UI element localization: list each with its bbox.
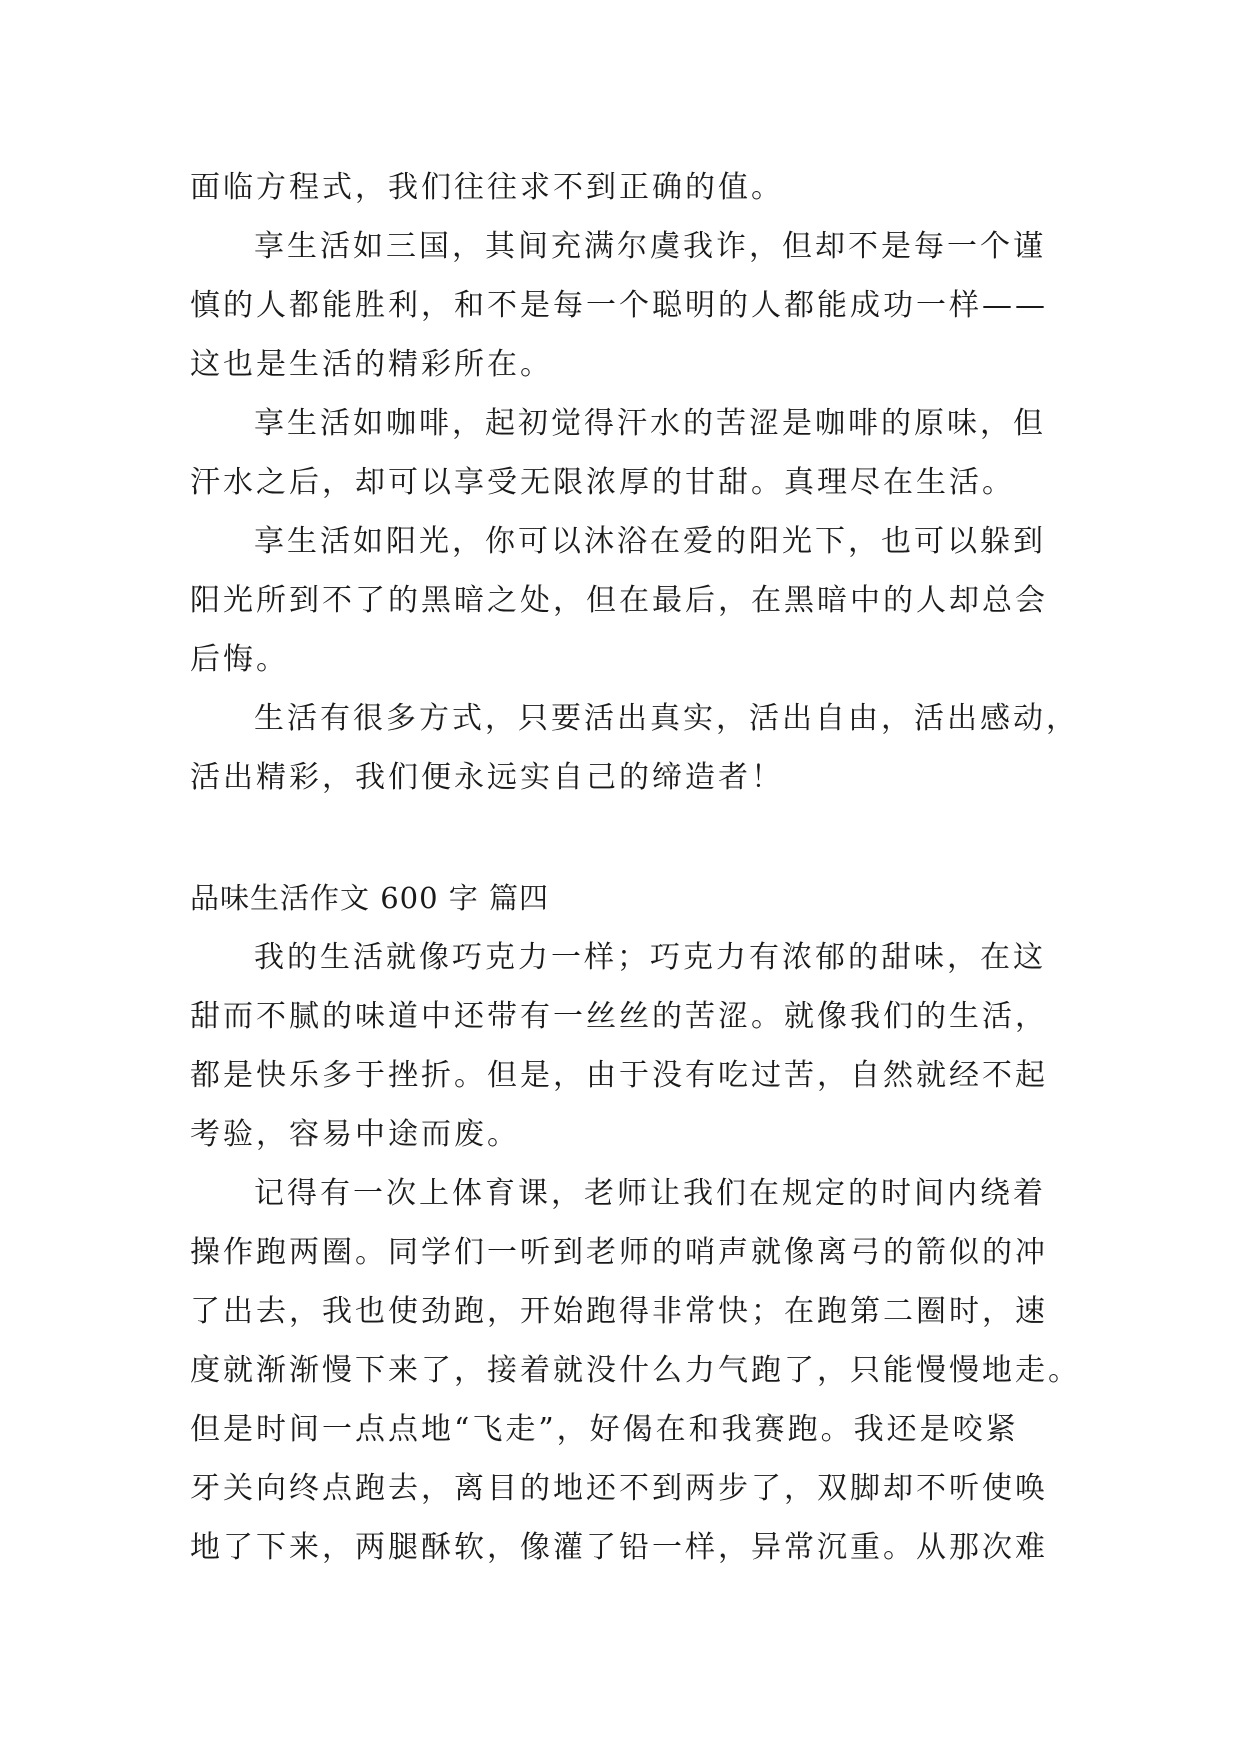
text-line: 但是时间一点点地“飞走”，好偈在和我赛跑。我还是咬紧 <box>190 1412 1019 1447</box>
paragraph <box>190 512 1062 689</box>
paragraph <box>190 394 1062 512</box>
text-line: 我的生活就像巧克力一样；巧克力有浓郁的甜味，在这 <box>254 940 1046 975</box>
text-line: 面临方程式，我们往往求不到正确的值。 <box>190 170 784 205</box>
paragraph <box>190 158 1062 217</box>
text-line: 享生活如咖啡，起初觉得汗水的苦涩是咖啡的原味，但 <box>254 406 1046 441</box>
text-line: 阳光所到不了的黑暗之处，但在最后，在黑暗中的人却总会 <box>190 583 1048 618</box>
section-heading: 品味生活作文 600 字 篇四 <box>190 881 550 915</box>
text-line: 度就渐渐慢下来了，接着就没什么力气跑了，只能慢慢地走。 <box>190 1353 1081 1388</box>
paragraph <box>190 689 1079 807</box>
text-line: 享生活如三国，其间充满尔虞我诈，但却不是每一个谨 <box>254 229 1046 264</box>
document-body <box>190 158 1081 1577</box>
paragraph <box>190 217 1062 394</box>
text-line: 地了下来，两腿酥软，像灌了铅一样，异常沉重。从那次难 <box>190 1530 1048 1565</box>
text-line: 享生活如阳光，你可以沐浴在爱的阳光下，也可以躲到 <box>254 524 1046 559</box>
text-line: 记得有一次上体育课，老师让我们在规定的时间内绕着 <box>254 1176 1046 1211</box>
text-line: 甜而不腻的味道中还带有一丝丝的苦涩。就像我们的生活， <box>190 999 1048 1034</box>
text-line: 生活有很多方式，只要活出真实，活出自由，活出感动， <box>254 701 1079 736</box>
text-line: 了出去，我也使劲跑，开始跑得非常快；在跑第二圈时，速 <box>190 1294 1048 1329</box>
text-line: 牙关向终点跑去，离目的地还不到两步了，双脚却不听使唤 <box>190 1471 1048 1506</box>
text-line: 后悔。 <box>190 642 289 677</box>
text-line: 操作跑两圈。同学们一听到老师的哨声就像离弓的箭似的冲 <box>190 1235 1048 1270</box>
paragraph <box>190 928 1062 1164</box>
text-line: 考验，容易中途而废。 <box>190 1117 520 1152</box>
text-line: 活出精彩，我们便永远实自己的缔造者！ <box>190 760 784 795</box>
text-line: 都是快乐多于挫折。但是，由于没有吃过苦，自然就经不起 <box>190 1058 1048 1093</box>
text-line: 汗水之后，却可以享受无限浓厚的甘甜。真理尽在生活。 <box>190 465 1015 500</box>
paragraph <box>190 1164 1081 1577</box>
text-line: 慎的人都能胜利，和不是每一个聪明的人都能成功一样—— <box>190 288 1048 323</box>
text-line: 这也是生活的精彩所在。 <box>190 347 553 382</box>
